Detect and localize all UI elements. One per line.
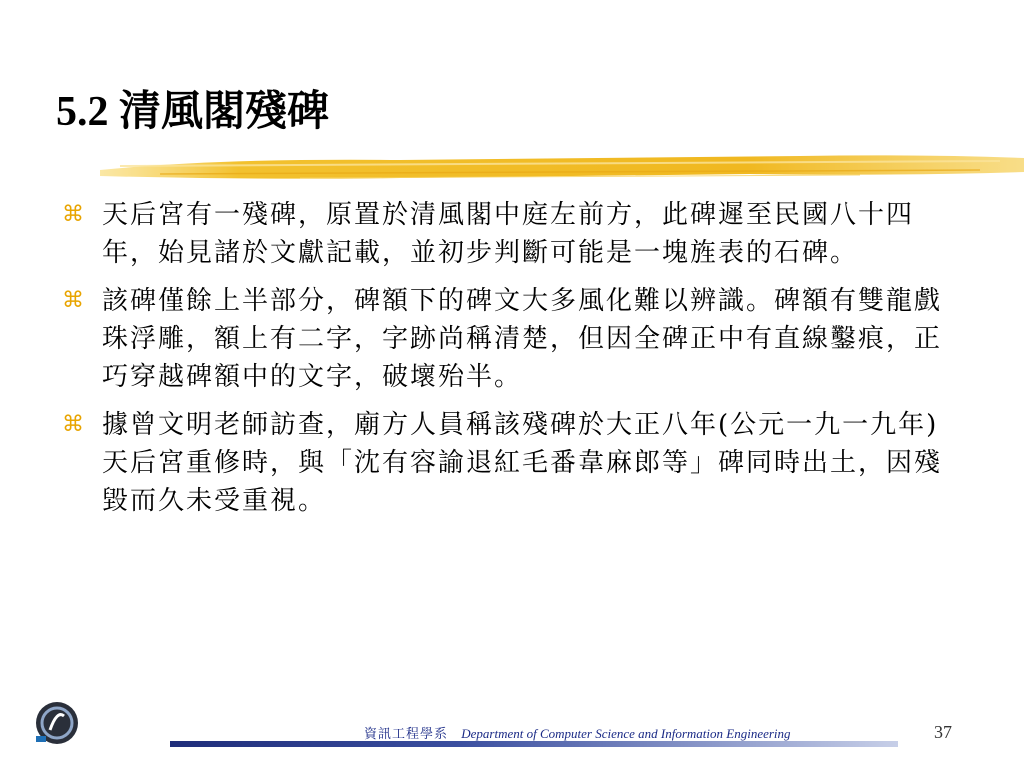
- bullet-list: [62, 196, 962, 530]
- title-brush-underline: [100, 150, 1024, 190]
- page-number: 37: [934, 722, 952, 742]
- university-logo: [34, 700, 80, 746]
- command-key-icon: ⌘: [62, 412, 84, 437]
- bullet-item: [62, 282, 962, 396]
- command-key-icon: ⌘: [62, 288, 84, 313]
- bullet-text: 該碑僅餘上半部分，碑額下的碑文大多風化難以辨識。碑額有雙龍戲珠浮雕，額上有二字，字跡尚稱清楚，但因全碑正中有直線鑿痕，正巧穿越碑額中的文字，破壞殆半。: [102, 286, 943, 392]
- bullet-text: 據曾文明老師訪查，廟方人員稱該殘碑於大正八年(公元一九一九年)天后宮重修時，與「沈有容諭退紅毛番韋麻郎等」碑同時出土，因殘毀而久未受重視。: [102, 410, 943, 516]
- department-name-en: Department of Computer Science and Information Engineering: [461, 726, 791, 741]
- bullet-text: 天后宮有一殘碑，原置於清風閣中庭左前方，此碑遲至民國八十四年，始見諸於文獻記載，並初步判斷可能是一塊旌表的石碑。: [102, 200, 915, 268]
- bullet-item: [62, 406, 962, 520]
- slide-title: 5.2 清風閣殘碑: [56, 89, 330, 135]
- department-name-zh: 資訊工程學系: [364, 726, 449, 741]
- command-key-icon: ⌘: [62, 202, 84, 227]
- bullet-item: [62, 196, 962, 272]
- footer-department: [364, 723, 791, 742]
